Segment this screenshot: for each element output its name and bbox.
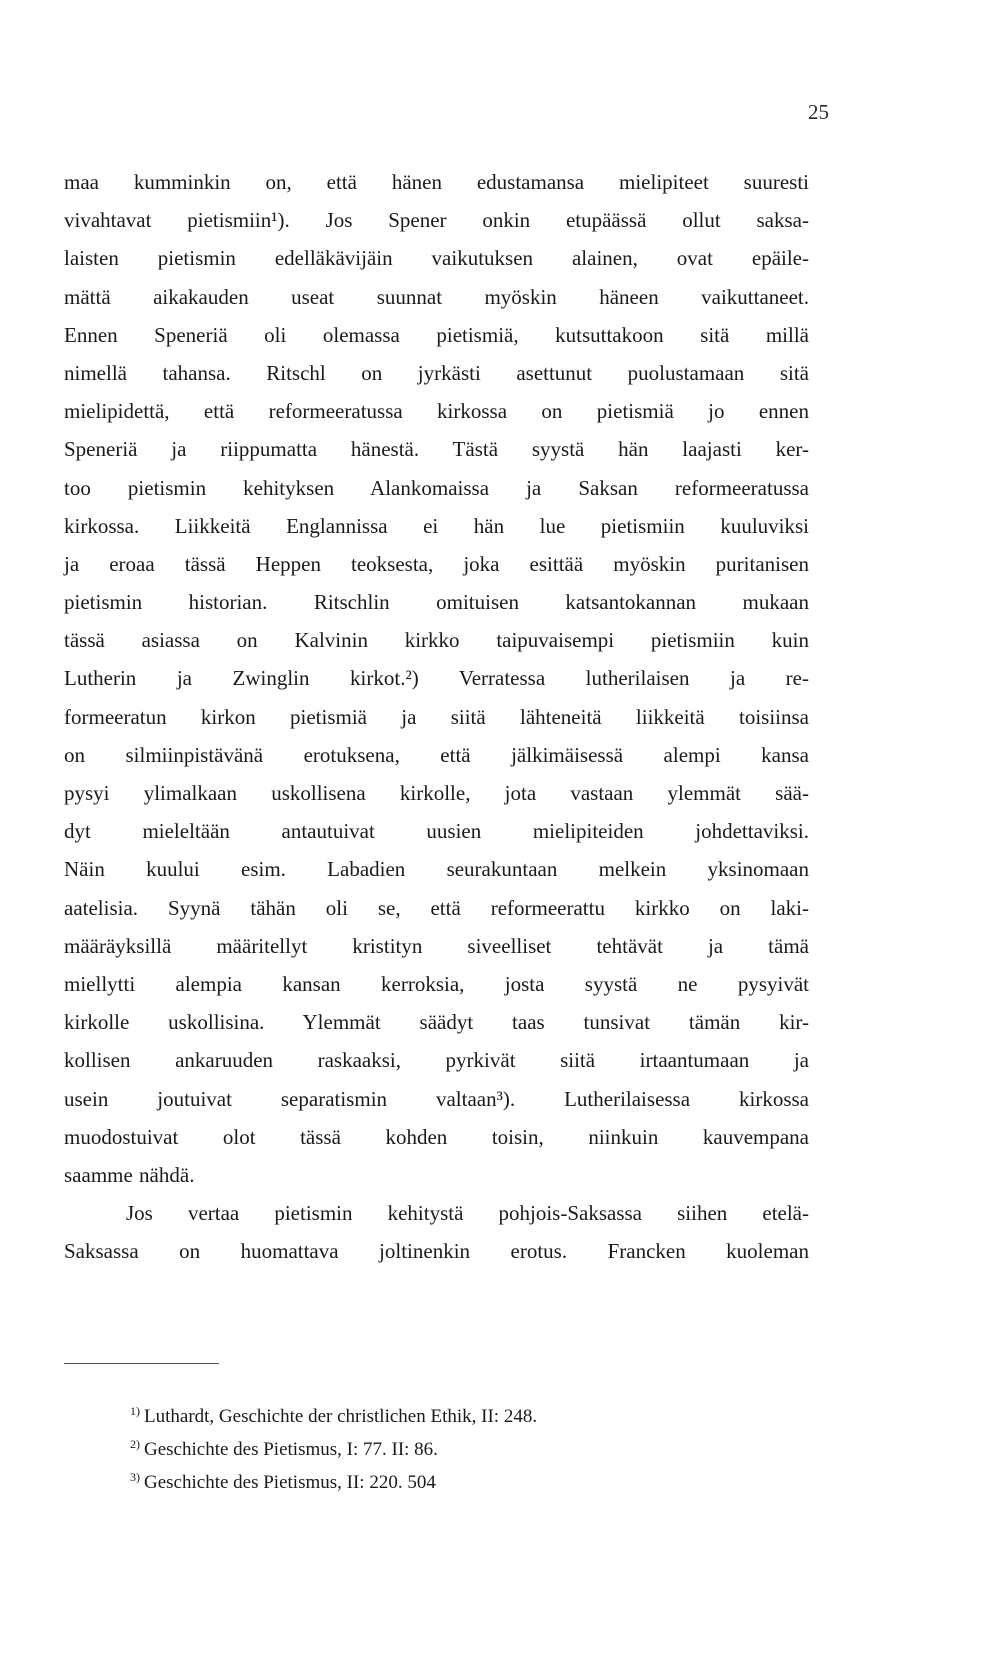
text-line: on silmiinpistävänä erotuksena, että jälkimäisessä alempi kansa [64, 742, 809, 767]
text-line: too pietismin kehityksen Alankomaissa ja Saksan reformeeratussa [64, 475, 809, 500]
footnote-text: Geschichte des Pietismus, II: 220. 504 [144, 1472, 436, 1493]
text-line: miellytti alempia kansan kerroksia, josta syystä ne pysyivät [64, 971, 809, 996]
footnote-divider [64, 1363, 219, 1364]
text-line: laisten pietismin edelläkävijäin vaikutuksen alainen, ovat epäile- [64, 246, 809, 271]
text-line: määräyksillä määritellyt kristityn siveelliset tehtävät ja tämä [64, 933, 809, 958]
footnote-mark: 2) [130, 1436, 140, 1451]
text-line: Ennen Speneriä oli olemassa pietismiä, kutsuttakoon sitä millä [64, 322, 809, 347]
text-line: pysyi ylimalkaan uskollisena kirkolle, jota vastaan ylemmät sää- [64, 781, 809, 805]
text-line: ja eroaa tässä Heppen teoksesta, joka esittää myöskin puritanisen [64, 551, 809, 576]
page-number: 25 [808, 100, 829, 124]
text-line: formeeratun kirkon pietismiä ja siitä lähteneitä liikkeitä toisiinsa [64, 704, 809, 729]
text-line: dyt mieleltään antautuivat uusien mielipiteiden johdettaviksi. [64, 819, 809, 844]
text-line: Speneriä ja riippumatta hänestä. Tästä syystä hän laajasti ker- [64, 437, 809, 462]
text-line: kirkolle uskollisina. Ylemmät säädyt taas tunsivat tämän kir- [64, 1010, 809, 1035]
text-line: maa kumminkin on, että hänen edustamansa mielipiteet suuresti [64, 170, 809, 194]
text-line: mättä aikakauden useat suunnat myöskin häneen vaikuttaneet. [64, 284, 809, 309]
text-line: Saksassa on huomattava joltinenkin erotus. Francken kuoleman [64, 1239, 809, 1264]
text-line: kirkossa. Liikkeitä Englannissa ei hän lue pietismiin kuuluviksi [64, 513, 809, 538]
text-line: vivahtavat pietismiin¹). Jos Spener onkin etupäässä ollut saksa- [64, 208, 809, 233]
text-line: aatelisia. Syynä tähän oli se, että reformeerattu kirkko on laki- [64, 895, 809, 920]
body-text [64, 163, 809, 1270]
text-line: mielipidettä, että reformeeratussa kirkossa on pietismiä jo ennen [64, 399, 809, 424]
footnote-3 [130, 1466, 730, 1499]
text-line: tässä asiassa on Kalvinin kirkko taipuvaisempi pietismiin kuin [64, 628, 809, 653]
text-line: Näin kuului esim. Labadien seurakuntaan melkein yksinomaan [64, 857, 809, 882]
footnote-1 [130, 1400, 730, 1433]
text-line: nimellä tahansa. Ritschl on jyrkästi asettunut puolustamaan sitä [64, 360, 809, 385]
footnote-mark: 3) [130, 1469, 140, 1484]
footnotes [130, 1400, 730, 1499]
text-line: muodostuivat olot tässä kohden toisin, niinkuin kauvempana [64, 1124, 809, 1149]
paragraph-end-line: saamme nähdä. [64, 1162, 195, 1187]
text-line: pietismin historian. Ritschlin omituisen katsantokannan mukaan [64, 590, 809, 615]
paragraph-start-line: Jos vertaa pietismin kehitystä pohjois-Saksassa siihen etelä- [126, 1201, 809, 1226]
text-line: Lutherin ja Zwinglin kirkot.²) Verratessa lutherilaisen ja re- [64, 666, 809, 691]
footnote-mark: 1) [130, 1403, 140, 1418]
footnote-2 [130, 1433, 730, 1466]
footnote-text: Luthardt, Geschichte der christlichen Ethik, II: 248. [144, 1406, 538, 1427]
text-line: kollisen ankaruuden raskaaksi, pyrkivät siitä irtaantumaan ja [64, 1048, 809, 1073]
footnote-text: Geschichte des Pietismus, I: 77. II: 86. [144, 1439, 438, 1460]
text-line: usein joutuivat separatismin valtaan³). Lutherilaisessa kirkossa [64, 1086, 809, 1111]
